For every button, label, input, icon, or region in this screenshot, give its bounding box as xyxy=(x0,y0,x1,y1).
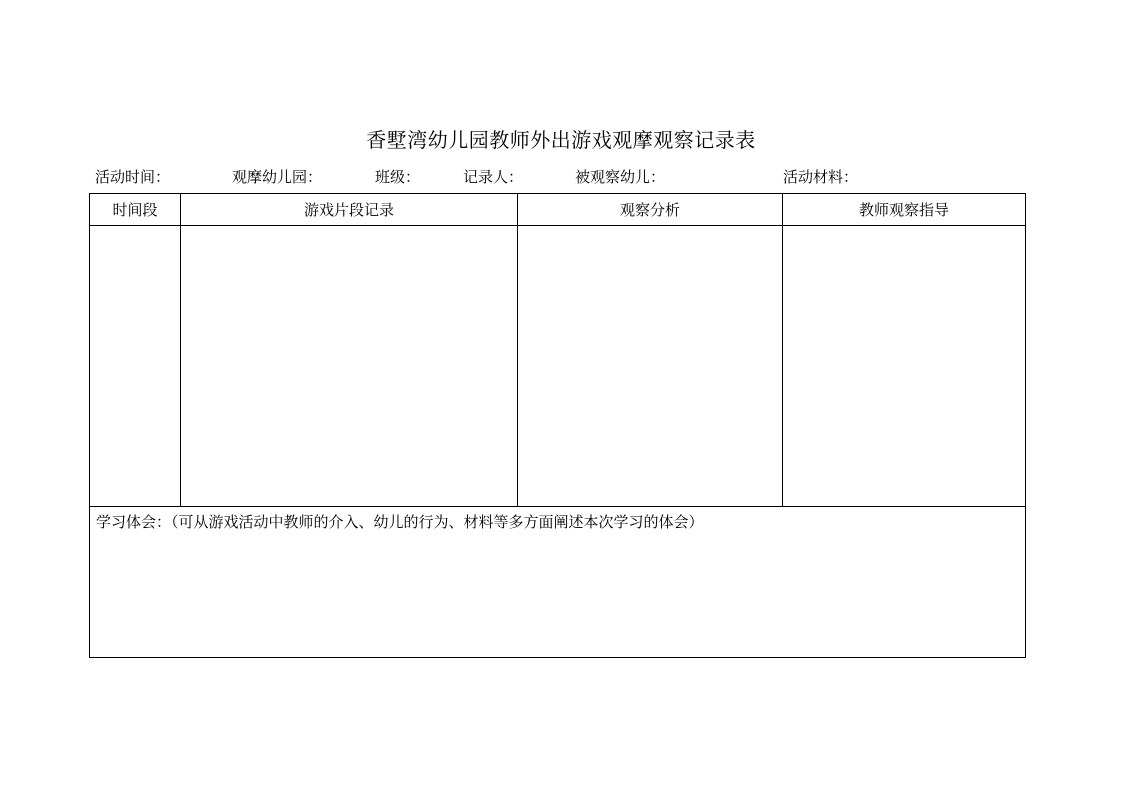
meta-observed-kindergarten-label: 观摩幼儿园： xyxy=(232,168,323,186)
reflection-row xyxy=(90,507,1026,658)
teacher-guidance-cell xyxy=(783,226,1026,507)
table-body-row xyxy=(90,226,1026,507)
game-segment-record-cell xyxy=(181,226,518,507)
header-time-period: 时间段 xyxy=(90,194,181,226)
reflection-cell xyxy=(90,507,1026,658)
meta-observed-child-label: 被观察幼儿： xyxy=(575,168,666,186)
meta-activity-materials-label: 活动材料： xyxy=(783,168,859,186)
meta-class-label: 班级： xyxy=(375,168,421,186)
time-period-cell xyxy=(90,226,181,507)
table-header-row xyxy=(90,194,1026,226)
reflection-label: 学习体会：（可从游戏活动中教师的介入、幼儿的行为、材料等多方面阐述本次学习的体会） xyxy=(96,513,704,531)
observation-record-table xyxy=(89,193,1026,658)
page-title: 香墅湾幼儿园教师外出游戏观摩观察记录表 xyxy=(366,128,756,152)
meta-activity-time-label: 活动时间： xyxy=(95,168,171,186)
header-game-segment-record: 游戏片段记录 xyxy=(181,194,518,226)
header-observation-analysis: 观察分析 xyxy=(518,194,783,226)
meta-recorder-label: 记录人： xyxy=(463,168,524,186)
header-teacher-guidance: 教师观察指导 xyxy=(783,194,1026,226)
observation-analysis-cell xyxy=(518,226,783,507)
